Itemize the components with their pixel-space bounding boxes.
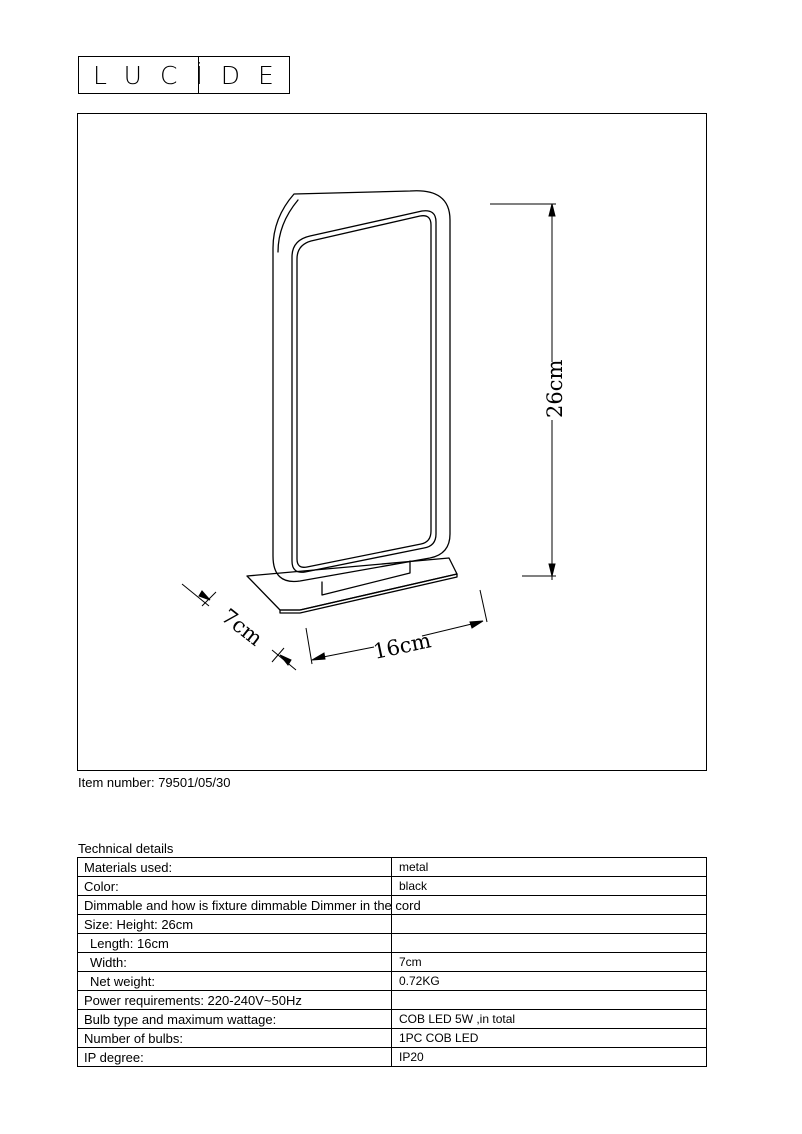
length-arrow-right bbox=[470, 621, 483, 628]
height-label: 26cm bbox=[543, 359, 567, 418]
spec-value bbox=[392, 915, 707, 934]
spec-value bbox=[392, 896, 707, 915]
spec-label: Dimmable and how is fixture dimmable Dimmer in the cord bbox=[78, 896, 392, 915]
table-row bbox=[78, 858, 707, 877]
table-row bbox=[78, 934, 707, 953]
spec-label: Materials used: bbox=[78, 858, 392, 877]
length-label: 16cm bbox=[371, 628, 434, 664]
table-row bbox=[78, 1029, 707, 1048]
spec-label: Length: 16cm bbox=[78, 934, 392, 953]
height-arrow-bottom bbox=[549, 564, 555, 576]
spec-value bbox=[392, 934, 707, 953]
spec-value: 1PC COB LED bbox=[392, 1029, 707, 1048]
length-extension-left bbox=[306, 628, 312, 664]
spec-value: black bbox=[392, 877, 707, 896]
item-number: Item number: 79501/05/30 bbox=[78, 775, 231, 790]
spec-label: Width: bbox=[78, 953, 392, 972]
table-row bbox=[78, 1048, 707, 1067]
spec-label: Number of bulbs: bbox=[78, 1029, 392, 1048]
spec-value: 7cm bbox=[392, 953, 707, 972]
logo-text: LUCİDE bbox=[93, 61, 292, 90]
height-arrow-top bbox=[549, 204, 555, 216]
spec-value: IP20 bbox=[392, 1048, 707, 1067]
lucide-logo bbox=[78, 56, 290, 94]
table-row bbox=[78, 991, 707, 1010]
width-tick-bottom bbox=[272, 648, 284, 662]
table-row bbox=[78, 877, 707, 896]
table-row bbox=[78, 896, 707, 915]
spec-label: Net weight: bbox=[78, 972, 392, 991]
spec-label: Bulb type and maximum wattage: bbox=[78, 1010, 392, 1029]
length-extension-right bbox=[480, 590, 487, 622]
spec-label: Power requirements: 220-240V~50Hz bbox=[78, 991, 392, 1010]
spec-value: metal bbox=[392, 858, 707, 877]
product-drawing-frame bbox=[77, 113, 707, 771]
spec-label: Color: bbox=[78, 877, 392, 896]
length-dimension-line-left bbox=[318, 647, 374, 658]
spec-label: Size: Height: 26cm bbox=[78, 915, 392, 934]
table-row bbox=[78, 972, 707, 991]
table-row bbox=[78, 915, 707, 934]
spec-value bbox=[392, 991, 707, 1010]
width-arrow-bottom bbox=[280, 655, 291, 665]
table-row bbox=[78, 953, 707, 972]
width-label: 7cm bbox=[216, 604, 268, 651]
technical-details-title: Technical details bbox=[78, 841, 174, 856]
spec-value: 0.72KG bbox=[392, 972, 707, 991]
length-arrow-left bbox=[312, 653, 325, 660]
spec-label: IP degree: bbox=[78, 1048, 392, 1067]
table-row bbox=[78, 1010, 707, 1029]
lamp-inner-frame-edge bbox=[297, 216, 431, 568]
spec-value: COB LED 5W ,in total bbox=[392, 1010, 707, 1029]
lamp-inner-frame bbox=[292, 211, 436, 573]
product-drawing bbox=[78, 114, 708, 772]
technical-details-table bbox=[77, 857, 707, 1067]
